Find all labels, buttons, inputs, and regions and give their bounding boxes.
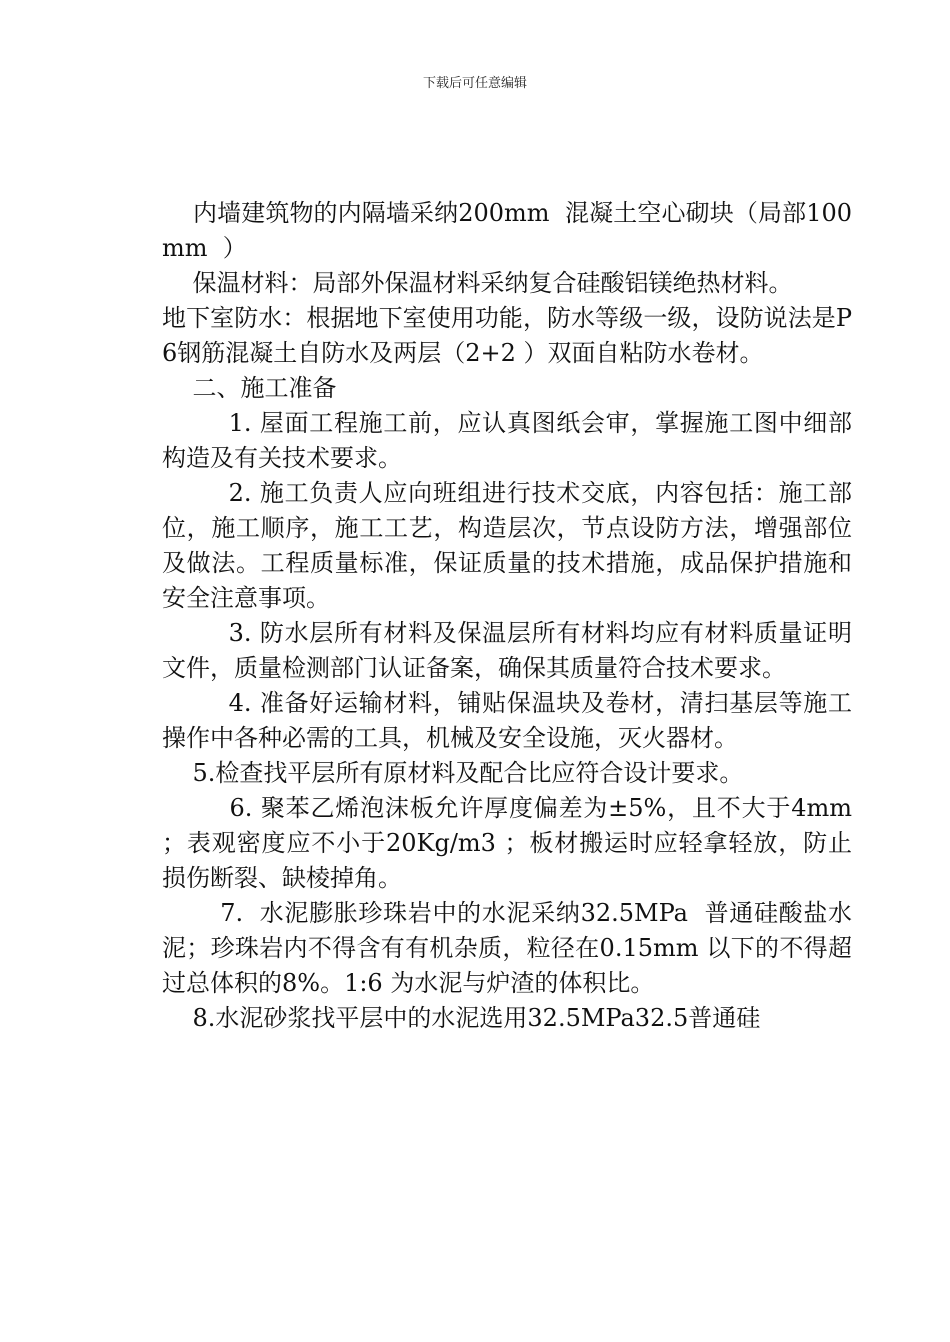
- list-item-2: 2. 施工负责人应向班组进行技术交底，内容包括：施工部位，施工顺序，施工工艺，构造层次，节点设防方法，增强部位及做法。工程质量标准，保证质量的技术措施，成品保护措施和安全注意事项。: [162, 479, 852, 612]
- list-item-1: 1. 屋面工程施工前，应认真图纸会审，掌握施工图中细部构造及有关技术要求。: [162, 409, 852, 472]
- paragraph-insulation-material: 保温材料：局部外保温材料采纳复合硅酸铝镁绝热材料。: [162, 269, 793, 297]
- list-item-6: 6. 聚苯乙烯泡沫板允许厚度偏差为±5%，且不大于4mm ；表观密度应不小于20Kg/m3 ；板材搬运时应轻拿轻放，防止损伤断裂、缺棱掉角。: [162, 794, 860, 892]
- list-item-8: 8.水泥砂浆找平层中的水泥选用32.5MPa32.5普通硅: [162, 1004, 761, 1032]
- list-item-4: 4. 准备好运输材料，铺贴保温块及卷材，清扫基层等施工操作中各种必需的工具，机械及安全设施，灭火器材。: [162, 689, 852, 752]
- page-header-note: 下载后可任意编辑: [422, 76, 527, 91]
- list-item-5: 5.检查找平层所有原材料及配合比应符合设计要求。: [162, 759, 744, 787]
- list-item-3: 3. 防水层所有材料及保温层所有材料均应有材料质量证明文件，质量检测部门认证备案，确保其质量符合技术要求。: [162, 619, 852, 682]
- document-body: [162, 196, 860, 1036]
- paragraph-basement-waterproofing: 地下室防水：根据地下室使用功能，防水等级一级，设防说法是P6钢筋混凝土自防水及两层（2+2 ）双面自粘防水卷材。: [162, 304, 852, 367]
- list-item-7: 7. 水泥膨胀珍珠岩中的水泥采纳32.5MPa 普通硅酸盐水泥；珍珠岩内不得含有有机杂质，粒径在0.15mm 以下的不得超过总体积的8%。1:6 为水泥与炉渣的体积比。: [162, 899, 852, 997]
- paragraph-inner-wall: 内墙建筑物的内隔墙采纳200mm 混凝土空心砌块（局部100mm ）: [162, 199, 853, 262]
- section-heading-construction-prep: 二、施工准备: [162, 374, 337, 402]
